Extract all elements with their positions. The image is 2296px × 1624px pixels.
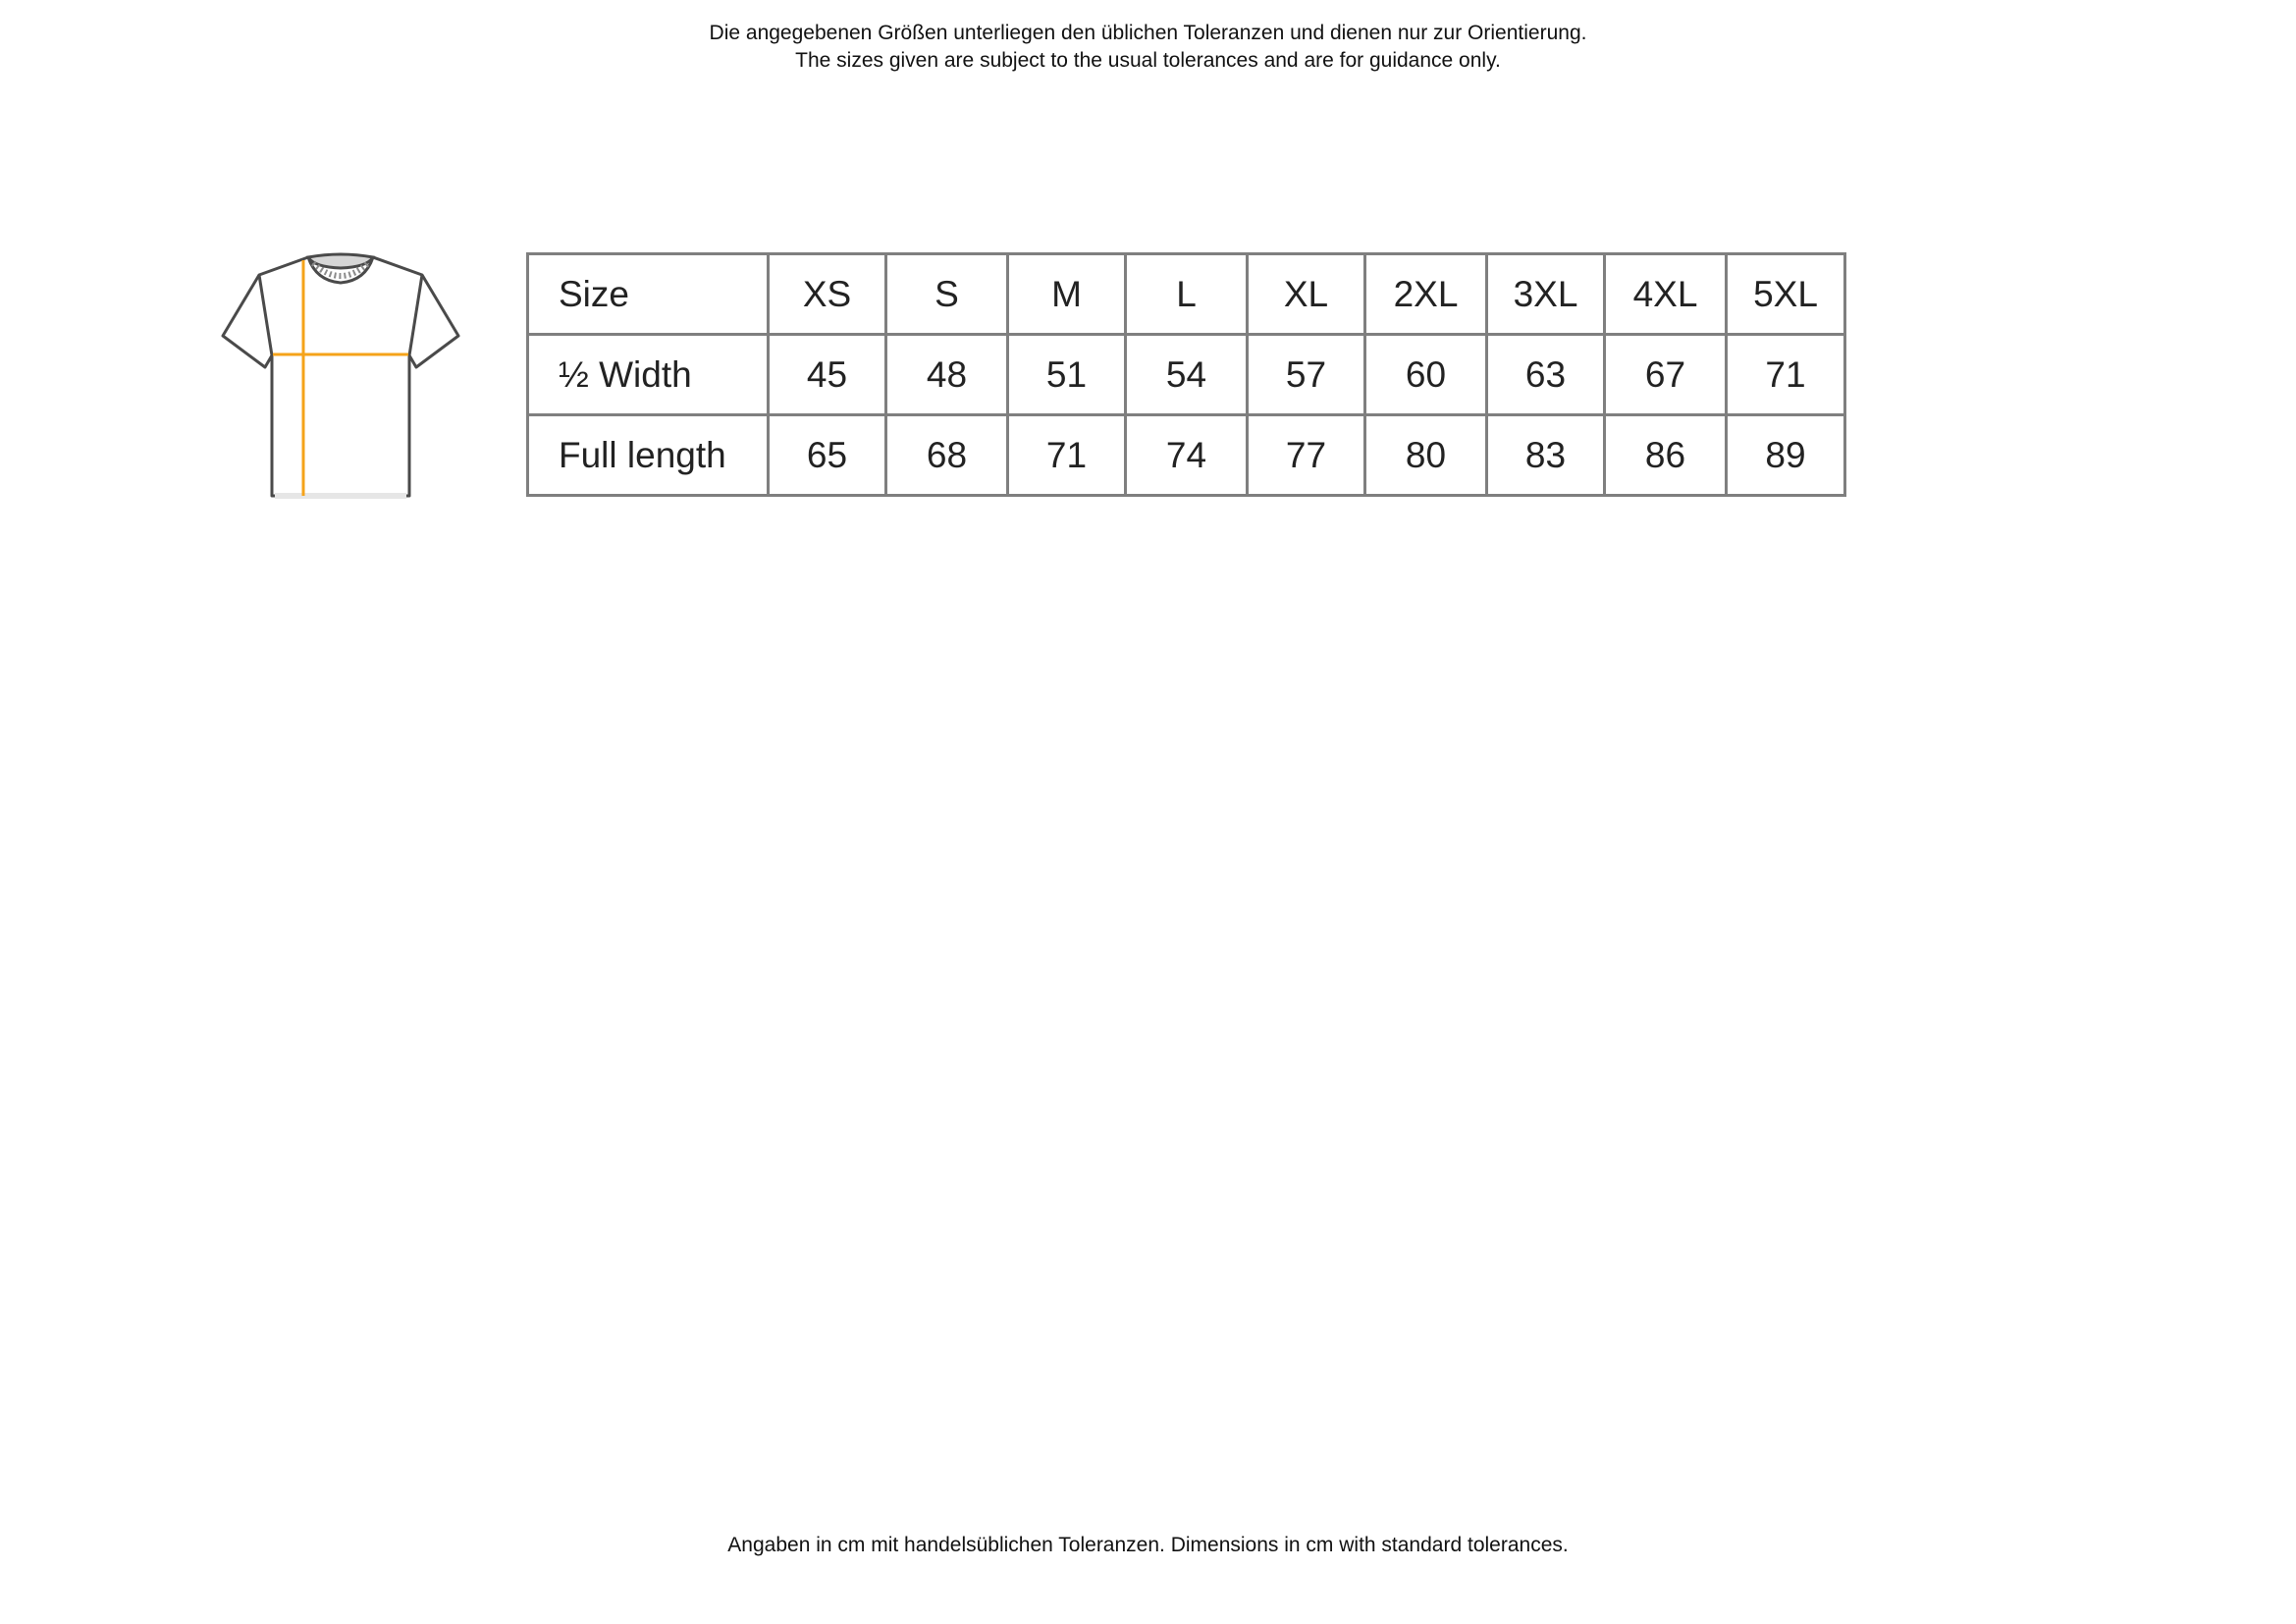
full-length-row — [528, 415, 1845, 496]
size-header-row — [528, 254, 1845, 335]
size-header-cell: S — [886, 254, 1008, 335]
table-cell: 57 — [1248, 335, 1365, 415]
table-cell: 80 — [1365, 415, 1487, 496]
disclaimer-english: The sizes given are subject to the usual tolerances and are for guidance only. — [795, 49, 1501, 72]
table-cell: 51 — [1008, 335, 1126, 415]
table-cell: 67 — [1605, 335, 1727, 415]
full-length-label: Full length — [528, 415, 769, 496]
table-cell: 74 — [1126, 415, 1248, 496]
size-header-label: Size — [528, 254, 769, 335]
size-header-cell: XL — [1248, 254, 1365, 335]
table-cell: 45 — [769, 335, 886, 415]
size-header-cell: 2XL — [1365, 254, 1487, 335]
half-width-row — [528, 335, 1845, 415]
size-header-cell: 4XL — [1605, 254, 1727, 335]
table-cell: 48 — [886, 335, 1008, 415]
size-header-cell: 3XL — [1487, 254, 1605, 335]
size-header-cell: XS — [769, 254, 886, 335]
table-cell: 68 — [886, 415, 1008, 496]
table-cell: 71 — [1727, 335, 1845, 415]
size-header-cell: 5XL — [1727, 254, 1845, 335]
hem-shadow — [275, 493, 406, 499]
dimensions-footnote: Angaben in cm mit handelsüblichen Toleranzen. Dimensions in cm with standard tolerances. — [727, 1534, 1569, 1556]
table-cell: 60 — [1365, 335, 1487, 415]
size-header-cell: L — [1126, 254, 1248, 335]
table-cell: 71 — [1008, 415, 1126, 496]
table-cell: 65 — [769, 415, 886, 496]
disclaimer-german: Die angegebenen Größen unterliegen den üblichen Toleranzen und dienen nur zur Orientierung. — [709, 22, 1587, 44]
table-cell: 77 — [1248, 415, 1365, 496]
t-shirt-outline — [223, 257, 458, 496]
half-width-label: ½ Width — [528, 335, 769, 415]
table-cell: 83 — [1487, 415, 1605, 496]
t-shirt-measurement-icon — [218, 251, 463, 499]
table-cell: 63 — [1487, 335, 1605, 415]
table-cell: 89 — [1727, 415, 1845, 496]
disclaimer-header — [0, 20, 2296, 75]
table-cell: 54 — [1126, 335, 1248, 415]
size-header-cell: M — [1008, 254, 1126, 335]
table-cell: 86 — [1605, 415, 1727, 496]
size-chart-table — [526, 252, 1846, 497]
